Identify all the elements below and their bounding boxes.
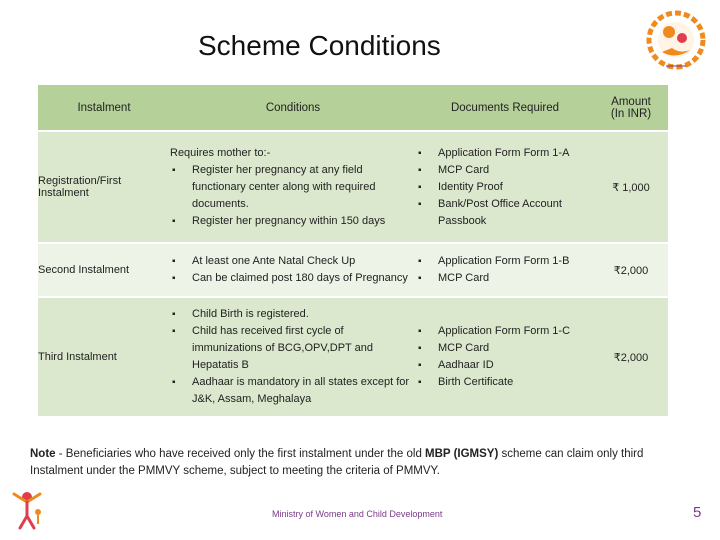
header-amount	[594, 85, 668, 131]
document-item: ▪ Aadhaar ID	[416, 357, 594, 374]
instalment-cell: Third Instalment	[38, 297, 170, 416]
header-documents: Documents Required	[416, 85, 594, 131]
note-text: - Beneficiaries who have received only the first instalment under the old	[55, 448, 426, 460]
condition-item: ▪ Register her pregnancy within 150 days	[170, 213, 416, 230]
amount-cell: ₹ 1,000	[594, 131, 668, 243]
document-item: ▪ Application Form Form 1-B	[416, 253, 594, 270]
note-scheme-name: MBP (IGMSY)	[425, 448, 499, 460]
documents-cell	[416, 243, 594, 297]
conditions-cell	[170, 131, 416, 243]
amount-cell: ₹2,000	[594, 243, 668, 297]
condition-item: ▪ At least one Ante Natal Check Up	[170, 253, 416, 270]
header-instalment: Instalment	[38, 85, 170, 131]
conditions-cell	[170, 243, 416, 297]
instalment-cell: Registration/First Instalment	[38, 131, 170, 243]
table-row	[38, 131, 668, 243]
header-conditions: Conditions	[170, 85, 416, 131]
condition-item: ▪ Can be claimed post 180 days of Pregnancy	[170, 270, 416, 287]
document-item: ▪ MCP Card	[416, 270, 594, 287]
documents-cell	[416, 131, 594, 243]
document-item: ▪ Application Form Form 1-C	[416, 323, 594, 340]
document-item: ▪ Bank/Post Office Account Passbook	[416, 196, 594, 230]
documents-cell	[416, 297, 594, 416]
amount-cell: ₹2,000	[594, 297, 668, 416]
header-amount-line2: (In INR)	[610, 107, 652, 120]
condition-item: ▪ Register her pregnancy at any field functionary center along with required documents.	[170, 162, 416, 213]
table-row	[38, 297, 668, 416]
header-amount-line1: Amount	[611, 95, 651, 108]
page-number: 5	[693, 504, 702, 521]
note-paragraph	[30, 446, 698, 480]
instalment-cell: Second Instalment	[38, 243, 170, 297]
note-label: Note	[30, 448, 56, 460]
condition-item: ▪ Aadhaar is mandatory in all states except for J&K, Assam, Meghalaya	[170, 374, 416, 408]
condition-item: ▪ Child has received first cycle of immunizations of BCG,OPV,DPT and Hepatatis B	[170, 323, 416, 374]
footer-ministry: Ministry of Women and Child Development	[272, 509, 443, 519]
document-item: ▪ Identity Proof	[416, 179, 594, 196]
wcd-logo	[6, 488, 48, 532]
pmmvy-logo	[636, 8, 716, 72]
document-item: ▪ MCP Card	[416, 162, 594, 179]
document-item: ▪ MCP Card	[416, 340, 594, 357]
table-header-row	[38, 85, 668, 131]
table-row	[38, 243, 668, 297]
page-title: Scheme Conditions	[198, 30, 441, 61]
conditions-intro: Requires mother to:-	[170, 146, 271, 159]
scheme-conditions-table	[38, 85, 668, 416]
conditions-cell	[170, 297, 416, 416]
document-item: ▪ Birth Certificate	[416, 374, 594, 391]
condition-item: ▪ Child Birth is registered.	[170, 306, 416, 323]
note-text-2: scheme can claim only third Instalment under the PMMVY scheme, subject to meeting the criteria of PMMVY.	[30, 448, 644, 477]
document-item: ▪ Application Form Form 1-A	[416, 145, 594, 162]
